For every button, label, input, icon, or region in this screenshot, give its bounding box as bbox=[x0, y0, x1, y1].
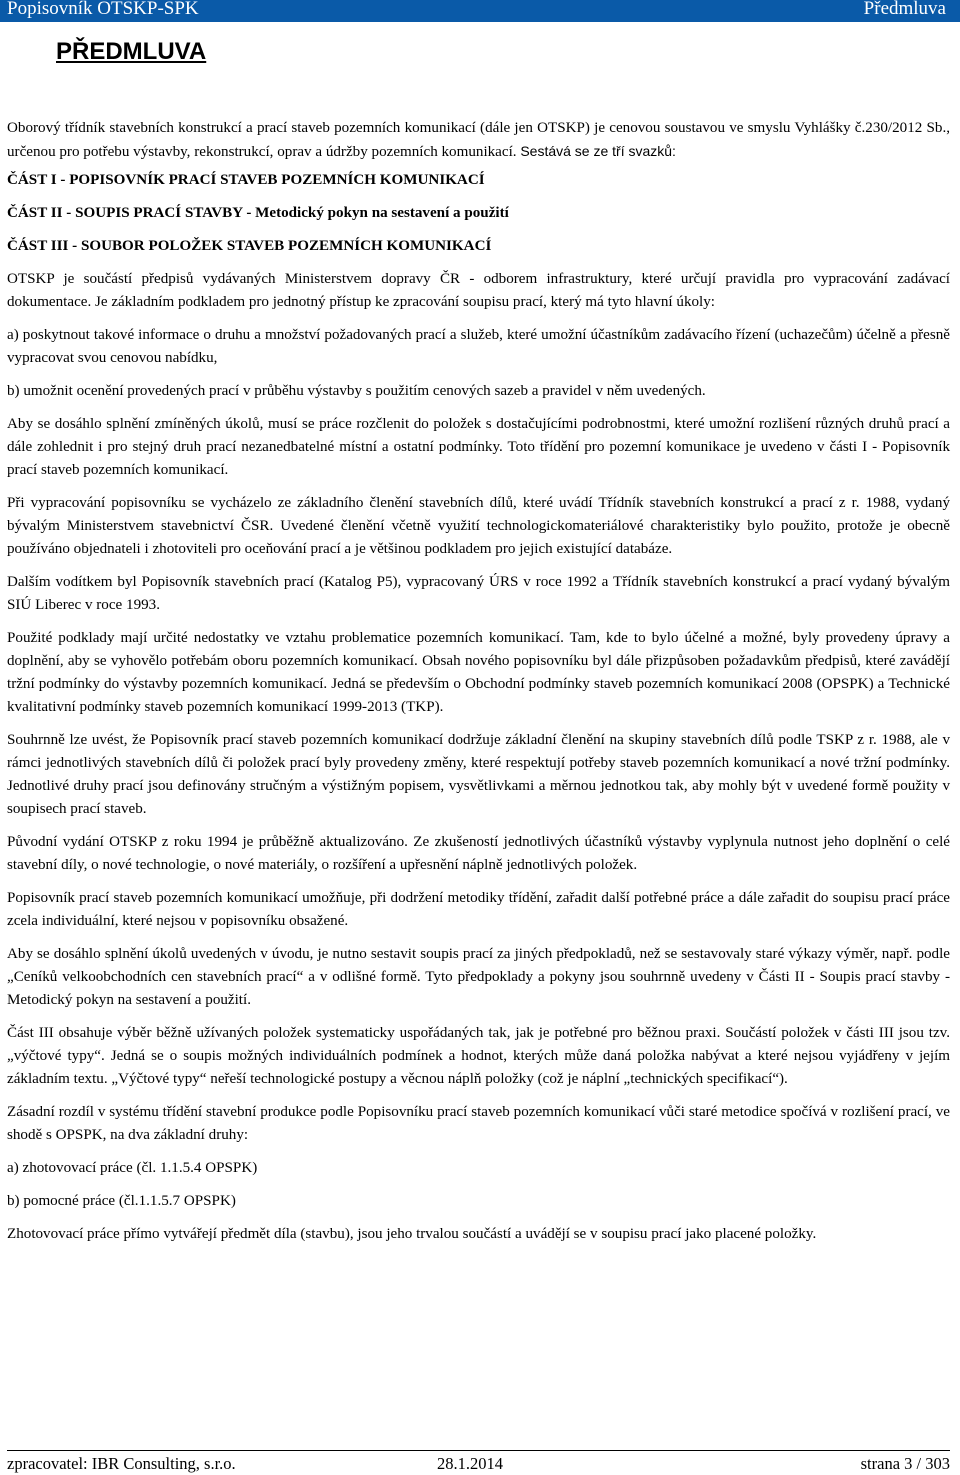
intro-paragraph bbox=[7, 117, 950, 164]
page-header bbox=[0, 0, 960, 22]
paragraph-production-work: Zhotovovací práce přímo vytvářejí předmět díla (stavbu), jsou jeho trvalou součástí a uvádějí se v soupisu prací jako placené položky. bbox=[7, 1226, 817, 1242]
footer-page-number: strana 3 / 303 bbox=[860, 1454, 950, 1473]
page-footer bbox=[7, 1453, 950, 1475]
paragraph-adjustments: Použité podklady mají určité nedostatky ve vztahu problematice pozemních komunikací. Tam, kde to bylo účelné a možné, byly provedeny úpravy a doplnění, aby se vyhovělo potřebám oboru pozemních komunikací. Obsah nového popisovníku byl dále přizpůsoben požadavkům předpisů, které zavádějí tržní podmínky do výstavby pozemních komunikací. Jedná se především o Obchodní podmínky staveb pozemních komunikací 2008 (OPSPK) a Technické kvalitativní podmínky staveb pozemních komunikací 1999-2013 (TKP). bbox=[7, 630, 950, 715]
paragraph-basis: Při vypracování popisovníku se vycházelo ze základního členění stavebních dílů, které uvádí Třídník stavebních konstrukcí a prací z r. 1988, vydaný bývalým Ministerstvem stavebnictví ČSR. Uvedené členění včetně využití technologickomateriálové charakteristiky bylo použito, protože je obecně používáno objednateli i zhotoviteli pro oceňování prací a je většinou podkladem pro jejich existující databáze. bbox=[7, 495, 950, 557]
footer-divider bbox=[7, 1450, 950, 1451]
part-three-heading: ČÁST III - SOUBOR POLOŽEK STAVEB POZEMNÍCH KOMUNIKACÍ bbox=[7, 238, 492, 254]
header-document-title: Popisovník OTSKP-SPK bbox=[7, 0, 199, 19]
paragraph-assumptions: Aby se dosáhlo splnění úkolů uvedených v úvodu, je nutno sestavit soupis prací za jiných předpokladů, než se sestavovaly staré výkazy výměr, např. podle „Ceníků velkoobchodních cen stavebních prací“ a v odlišné formě. Tyto předpoklady a pokyny jsou souhrnně uvedeny v Části II - Soupis prací stavby - Metodický pokyn na sestavení a použití. bbox=[7, 946, 950, 1008]
document-body bbox=[7, 117, 950, 1256]
paragraph-task-b: b) umožnit ocenění provedených prací v průběhu výstavby s použitím cenových sazeb a pravidel v něm uvedených. bbox=[7, 383, 706, 399]
paragraph-otskp-role: OTSKP je součástí předpisů vydávaných Ministerstvem dopravy ČR - odborem infrastruktury, které určují pravidla pro vypracování zadávací dokumentace. Je základním podkladem pro jednotný přístup ke zpracování soupisu prací, který má tyto hlavní úkoly: bbox=[7, 271, 950, 310]
intro-volumes-text: Sestává se ze tří svazků: bbox=[520, 143, 676, 159]
footer-date: 28.1.2014 bbox=[437, 1454, 503, 1473]
paragraph-summary: Souhrnně lze uvést, že Popisovník prací staveb pozemních komunikací dodržuje základní členění na skupiny stavebních dílů podle TSKP z r. 1988, ale v rámci jednotlivých stavebních dílů či položek prací byly provedeny změny, které respektují potřeby staveb pozemních komunikací a nové tržní podmínky. Jednotlivé druhy prací jsou definovány stručným a výstižným popisem, vysvětlivkami a měrnou jednotkou tak, aby mohly být v uvedené formě použity v soupisech prací staveb. bbox=[7, 732, 950, 817]
paragraph-updates: Původní vydání OTSKP z roku 1994 je průběžně aktualizováno. Ze zkušeností jednotlivých účastníků výstavby vyplynula nutnost jeho doplnění o celé stavební díly, o nové technologie, o nové materiály, o rozšíření a upřesnění náplně jednotlivých položek. bbox=[7, 834, 950, 873]
page-title: PŘEDMLUVA bbox=[56, 38, 207, 65]
header-section-title: Předmluva bbox=[863, 0, 946, 19]
paragraph-classification: Aby se dosáhlo splnění zmíněných úkolů, musí se práce rozčlenit do položek s dostačujícími podrobnostmi, které umožní rozlišení různých druhů prací a dále zohlednit i pro stejný druh prací nezanedbatelné místní a ostatní podmínky. Toto třídění pro pozemní komunikace je uvedeno v části I - Popisovník prací staveb pozemních komunikací. bbox=[7, 416, 950, 478]
paragraph-task-a: a) poskytnout takové informace o druhu a množství požadovaných prací a služeb, které umožní účastníkům zadávacího řízení (uchazečům) účelně a přesně vypracovat svou cenovou nabídku, bbox=[7, 327, 950, 366]
paragraph-difference: Zásadní rozdíl v systému třídění stavební produkce podle Popisovníku prací staveb pozemních komunikací vůči staré metodice spočívá v rozlišení prací, ve shodě s OPSPK, na dva základní druhy: bbox=[7, 1104, 950, 1143]
part-two-heading: ČÁST II - SOUPIS PRACÍ STAVBY - Metodický pokyn na sestavení a použití bbox=[7, 205, 509, 221]
paragraph-extensibility: Popisovník prací staveb pozemních komunikací umožňuje, při dodržení metodiky třídění, zařadit další potřebné práce a dále zařadit do soupisu prací práce zcela individuální, které nejsou v popisovníku obsažené. bbox=[7, 890, 950, 929]
paragraph-part-three: Část III obsahuje výběr běžně užívaných položek systematicky uspořádaných tak, jak je potřebné pro běžnou praxi. Součástí položek v části III jsou tzv. „výčtové typy“. Jedná se o soupis možných individuálních podmínek a hodnot, kterých může daná položka nabývat a které nejsou vyjádřeny v jejím základním textu. „Výčtové typy“ neřeší technologické postupy a věcnou náplň položky (což je náplní „technických specifikací“). bbox=[7, 1025, 950, 1087]
intro-text: Oborový třídník stavebních konstrukcí a prací staveb pozemních komunikací (dále jen OTSKP) je cenovou soustavou ve smyslu Vyhlášky č.230/2012 Sb., určenou pro potřebu výstavby, rekonstrukcí, oprav a údržby pozemních komunikací. bbox=[7, 120, 950, 160]
list-item-auxiliary-work: b) pomocné práce (čl.1.1.5.7 OPSPK) bbox=[7, 1193, 236, 1209]
footer-author: zpracovatel: IBR Consulting, s.r.o. bbox=[7, 1454, 236, 1473]
part-one-heading: ČÁST I - POPISOVNÍK PRACÍ STAVEB POZEMNÍCH KOMUNIKACÍ bbox=[7, 172, 485, 188]
paragraph-guides: Dalším vodítkem byl Popisovník stavebních prací (Katalog P5), vypracovaný ÚRS v roce 1992 a Třídník stavebních konstrukcí a prací vydaný bývalým SIÚ Liberec v roce 1993. bbox=[7, 574, 950, 613]
list-item-production-work: a) zhotovovací práce (čl. 1.1.5.4 OPSPK) bbox=[7, 1160, 258, 1176]
